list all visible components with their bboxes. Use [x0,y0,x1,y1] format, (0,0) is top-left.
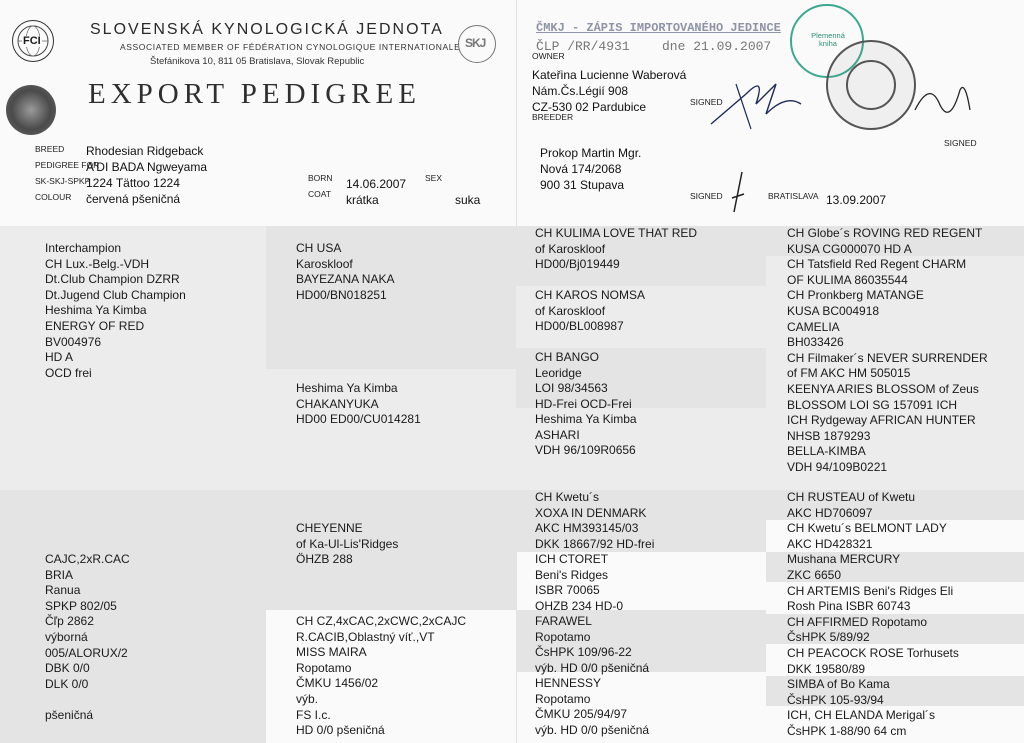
pedigree-line: Rosh Pina ISBR 60743 [787,599,911,614]
pedigree-line: KEENYA ARIES BLOSSOM of Zeus [787,381,979,396]
pedigree-line: ČsHPK 1-88/90 64 cm [787,723,907,738]
pedigree-line: AKC HD428321 [787,536,873,551]
hologram-seal [6,85,56,135]
pedigree-line: ČMKU 205/94/97 [535,707,628,722]
dam-ggp1-entry [535,490,654,552]
pedigree-line: ČMKU 1456/02 [296,676,379,691]
pedigree-line: ENERGY OF RED [45,318,145,333]
skj-signature [910,70,980,130]
sire-ggp2-entry [535,288,645,335]
fci-logo-text: FCI [23,35,41,47]
pedigree-line: of Karoskloof [535,241,606,256]
pedigree-line: BELLA-KIMBA [787,444,866,459]
pedigree-line: Mushana MERCURY [787,552,901,567]
kennel-book-stamp-text: Plemenná kniha [811,31,845,49]
pedigree-line: of FM AKC HM 505015 [787,366,911,381]
pedigree-line: CAMELIA [787,319,840,334]
pedigree-line: CH Kwetu´s BELMONT LADY [787,521,947,536]
pedigree-line: CH Tatsfield Red Regent CHARM [787,257,967,272]
pedigree-line: HD-Frei OCD-Frei [535,396,632,411]
pedigree-line: of Karoskloof [535,303,606,318]
pedigree-line: AKC HD706097 [787,505,873,520]
pedigree-line: CH PEACOCK ROSE Torhusets [787,645,959,660]
sire-gp2-entry [296,381,421,428]
pedigree-line: ČsHPK 5/89/92 [787,630,870,645]
import-stamp-header: ČMKJ - ZÁPIS IMPORTOVANÉHO JEDINCE [536,21,781,35]
pedigree-line: FARAWEL [535,614,592,628]
pedigree-for-label: PEDIGREE FOR [35,160,100,170]
pedigree-line: výb. HD 0/0 pšeničná [535,722,650,737]
import-clp: ČLP /RR/4931 [536,39,630,54]
dam-g4-entries [787,490,959,740]
pedigree-line: ČsHPK 105-93/94 [787,692,884,707]
sire-ggp1-entry [535,226,697,273]
pedigree-line: of Ka-Ul-Lis'Ridges [296,536,399,551]
pedigree-line: Heshima Ya Kimba [296,381,398,395]
breeder-signature [724,168,754,216]
org-address: Štefánikova 10, 811 05 Bratislava, Slovak Republic [150,56,365,67]
pedigree-line: výborná [45,629,88,644]
pedigree-line: CH KAROS NOMSA [535,288,646,302]
pedigree-line: ICH, CH ELANDA Merigal´s [787,708,936,723]
pedigree-line: CH Lux.-Belg.-VDH [45,256,150,271]
coat-label: COAT [308,189,331,199]
registration-label: SK-SKJ-SPKP [35,176,91,186]
dam-gp2-entry [296,614,466,739]
pedigree-line: HD00/BN018251 [296,287,387,302]
colour-value: červená pšeničná [86,192,181,206]
pedigree-line: Ropotamo [535,629,591,644]
owner-label: OWNER [532,51,565,61]
pedigree-line: Leoridge [535,365,582,380]
pedigree-line: Dt.Jugend Club Champion [45,287,186,302]
pedigree-line: VDH 94/109B0221 [787,459,888,474]
pedigree-line: HD00 ED00/CU014281 [296,412,421,427]
pedigree-line: Beni's Ridges [535,567,608,582]
dog-name: A'DI BADA Ngweyama [86,160,208,174]
pedigree-line: Ropotamo [535,691,591,706]
pedigree-line: 005/ALORUX/2 [45,645,128,660]
pedigree-line: pšeničná [45,707,94,722]
org-name: SLOVENSKÁ KYNOLOGICKÁ JEDNOTA [90,21,444,38]
pedigree-line: CH ARTEMIS Beni's Ridges Eli [787,583,954,598]
dam-ggp2-entry [535,552,623,614]
pedigree-line: XOXA IN DENMARK [535,505,647,520]
pedigree-line: výb. [296,691,319,706]
owner-signed-label: SIGNED [690,97,723,107]
pedigree-line: CH USA [296,241,342,255]
pedigree-line: KUSA CG000070 HD A [787,241,912,256]
pedigree-line: DLK 0/0 [45,676,89,691]
pedigree-line: R.CACIB,Oblastný víť.,VT [296,629,435,644]
pedigree-line: LOI 98/34563 [535,381,608,396]
owner-signature [706,64,806,134]
pedigree-line: výb. HD 0/0 pšeničná [535,660,650,675]
breed-value: Rhodesian Ridgeback [86,144,204,158]
pedigree-line: Ranua [45,583,81,598]
pedigree-line: ICH Rydgeway AFRICAN HUNTER [787,413,976,428]
pedigree-line: HD00/Bj019449 [535,257,620,272]
dam-gp1-entry [296,521,398,568]
pedigree-line: OCD frei [45,365,92,380]
pedigree-line: VDH 96/109R0656 [535,443,636,458]
pedigree-line: ICH CTORET [535,552,609,566]
skj-logo [458,25,496,63]
breeder-signed-label: SIGNED [690,191,723,201]
pedigree-line: SPKP 802/05 [45,598,117,613]
coat-value: krátka [346,193,379,207]
page-title: EXPORT PEDIGREE [88,78,421,110]
sire-ggp4-entry [535,412,637,459]
org-subtitle: ASSOCIATED MEMBER OF FÉDÉRATION CYNOLOGIQUE INTERNATIONALE [120,42,461,52]
sex-label: SEX [425,173,443,183]
pedigree-line: CH KULIMA LOVE THAT RED [535,226,698,240]
pedigree-line: DKK 19580/89 [787,661,866,676]
breeder-date: 13.09.2007 [826,193,887,207]
pedigree-line: CH Filmaker´s NEVER SURRENDER [787,350,988,365]
pedigree-line: HD A [45,350,74,365]
breeder-label: BREEDER [532,112,574,122]
pedigree-line: CH Kwetu´s [535,490,600,504]
import-date: dne 21.09.2007 [662,39,772,54]
breeder-line-2: Nová 174/2068 [540,162,622,176]
pedigree-line: Heshima Ya Kimba [535,412,637,426]
fci-logo [12,20,54,62]
pedigree-line: Dt.Club Champion DZRR [45,272,180,287]
pedigree-line: CHEYENNE [296,521,363,535]
owner-line-3: CZ-530 02 Pardubice [532,100,647,114]
pedigree-line: OHZB 234 HD-0 [535,598,624,613]
skj-logo-text: SKJ [465,36,486,50]
pedigree-line: CH Globe´s ROVING RED REGENT [787,226,983,240]
pedigree-line [45,692,130,708]
pedigree-line: Čľp 2862 [45,614,94,629]
colour-label: COLOUR [35,192,72,202]
sire-gp1-entry [296,241,394,303]
dam-parent-band [0,490,266,743]
pedigree-line: Heshima Ya Kimba [45,303,147,318]
pedigree-line: KUSA BC004918 [787,303,880,318]
pedigree-line: AKC HM393145/03 [535,521,639,536]
sire-g4-entries [787,226,988,476]
pedigree-line: FS I.c. [296,707,331,722]
pedigree-line: HD 0/0 pšeničná [296,723,385,738]
pedigree-line: BAYEZANA NAKA [296,272,395,287]
pedigree-line: Interchampion [45,241,122,255]
pedigree-line: CH CZ,4xCAC,2xCWC,2xCAJC [296,614,467,628]
owner-line-1: Kateřina Lucienne Waberová [532,68,687,82]
pedigree-line: Karoskloof [296,256,353,271]
pedigree-line: SIMBA of Bo Kama [787,677,890,692]
breeder-line-1: Prokop Martin Mgr. [540,146,642,160]
dam-ggp3-entry [535,614,649,676]
dam-ggp4-entry [535,676,649,738]
pedigree-line: ÖHZB 288 [296,552,353,567]
pedigree-line: HENNESSY [535,676,602,690]
skj-signed-label: SIGNED [944,138,977,148]
breed-label: BREED [35,144,65,154]
pedigree-line: BRIA [45,567,74,582]
dam-parent-entry [45,552,130,724]
pedigree-line: CH RUSTEAU of Kwetu [787,490,916,504]
pedigree-line: CHAKANYUKA [296,396,379,411]
pedigree-line: HD00/BL008987 [535,319,624,334]
pedigree-line: MISS MAIRA [296,645,367,660]
born-value: 14.06.2007 [346,177,407,191]
pedigree-line: OF KULIMA 86035544 [787,272,908,287]
owner-line-2: Nám.Čs.Légií 908 [532,84,629,98]
pedigree-line: DKK 18667/92 HD-frei [535,536,655,551]
registration-value: 1224 Tättoo 1224 [86,176,180,190]
sire-parent-entry [45,241,186,381]
pedigree-line: BLOSSOM LOI SG 157091 ICH [787,397,958,412]
breeder-line-3: 900 31 Stupava [540,178,625,192]
breeder-place-label: BRATISLAVA [768,191,819,201]
skj-stamp-inner-ring [846,60,896,110]
pedigree-line: Ropotamo [296,660,352,675]
pedigree-line: CAJC,2xR.CAC [45,552,130,566]
pedigree-line: ISBR 70065 [535,583,600,598]
skj-round-stamp [826,40,916,130]
pedigree-line: ZKC 6650 [787,567,842,582]
pedigree-line: CH Pronkberg MATANGE [787,288,924,303]
pedigree-line: ČsHPK 109/96-22 [535,645,632,660]
pedigree-line: BH033426 [787,335,844,350]
born-label: BORN [308,173,333,183]
pedigree-line: CH BANGO [535,350,600,364]
pedigree-line: NHSB 1879293 [787,428,871,443]
pedigree-line: DBK 0/0 [45,661,90,676]
sex-value: suka [455,193,481,207]
sire-ggp3-entry [535,350,632,412]
pedigree-line: ASHARI [535,427,580,442]
pedigree-line: BV004976 [45,334,102,349]
pedigree-line: CH AFFIRMED Ropotamo [787,614,928,629]
